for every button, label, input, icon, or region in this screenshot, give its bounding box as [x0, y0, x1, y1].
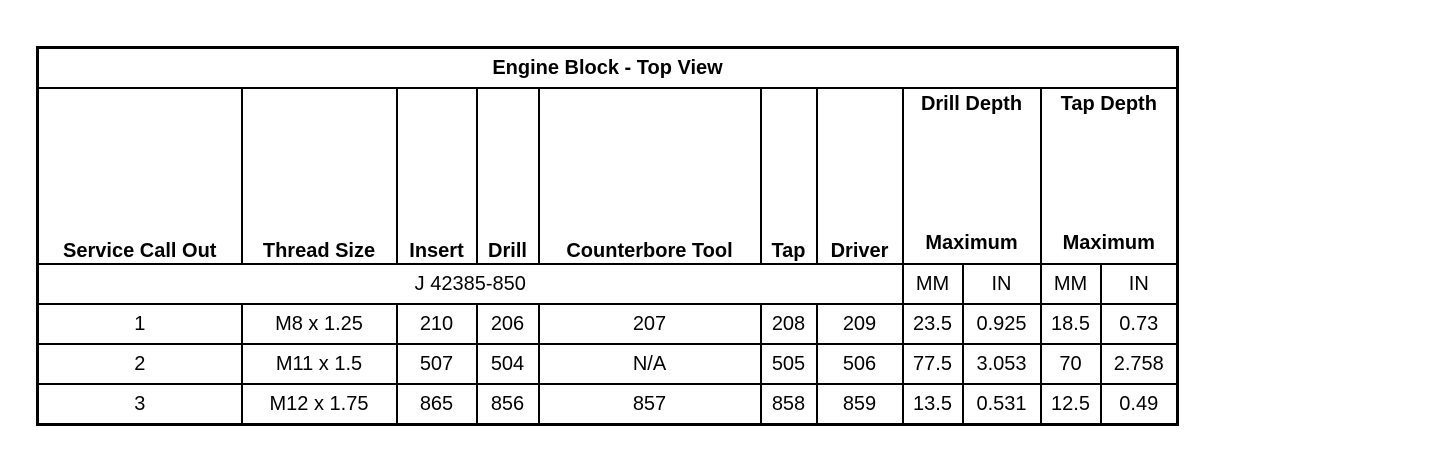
- cell-counterbore-tool: 857: [539, 384, 761, 425]
- cell-tap-depth-in: 2.758: [1101, 344, 1178, 384]
- table-row: [38, 344, 1178, 384]
- cell-call-out: 2: [38, 344, 242, 384]
- cell-drill-depth-mm: 13.5: [903, 384, 963, 425]
- engine-block-spec-table: [36, 46, 1179, 426]
- unit-tap-mm: MM: [1041, 264, 1101, 304]
- cell-tap-depth-in: 0.73: [1101, 304, 1178, 344]
- cell-drill-depth-in: 0.531: [963, 384, 1041, 425]
- header-tap-depth: [1041, 88, 1178, 264]
- cell-thread-size: M8 x 1.25: [242, 304, 397, 344]
- cell-call-out: 3: [38, 384, 242, 425]
- header-insert: Insert: [397, 88, 477, 264]
- cell-drill-depth-in: 0.925: [963, 304, 1041, 344]
- header-drill-depth: [903, 88, 1041, 264]
- unit-drill-mm: MM: [903, 264, 963, 304]
- cell-tap-depth-in: 0.49: [1101, 384, 1178, 425]
- cell-driver: 209: [817, 304, 903, 344]
- cell-insert: 507: [397, 344, 477, 384]
- unit-drill-in: IN: [963, 264, 1041, 304]
- header-service-call-out: Service Call Out: [38, 88, 242, 264]
- cell-tap-depth-mm: 12.5: [1041, 384, 1101, 425]
- cell-drill: 206: [477, 304, 539, 344]
- cell-insert: 865: [397, 384, 477, 425]
- unit-tap-in: IN: [1101, 264, 1178, 304]
- cell-counterbore-tool: 207: [539, 304, 761, 344]
- header-driver: Driver: [817, 88, 903, 264]
- header-drill-depth-label: Drill Depth: [920, 93, 1023, 115]
- cell-tap: 858: [761, 384, 817, 425]
- cell-drill-depth-mm: 77.5: [903, 344, 963, 384]
- header-counterbore-tool: Counterbore Tool: [539, 88, 761, 264]
- cell-insert: 210: [397, 304, 477, 344]
- cell-tap: 505: [761, 344, 817, 384]
- cell-driver: 859: [817, 384, 903, 425]
- cell-tap-depth-mm: 70: [1041, 344, 1101, 384]
- cell-tap-depth-mm: 18.5: [1041, 304, 1101, 344]
- cell-drill-depth-in: 3.053: [963, 344, 1041, 384]
- header-drill: Drill: [477, 88, 539, 264]
- header-tap: Tap: [761, 88, 817, 264]
- cell-driver: 506: [817, 344, 903, 384]
- header-tap-depth-label: Tap Depth: [1060, 93, 1157, 115]
- header-thread-size: Thread Size: [242, 88, 397, 264]
- table-row: [38, 384, 1178, 425]
- cell-tap: 208: [761, 304, 817, 344]
- cell-thread-size: M11 x 1.5: [242, 344, 397, 384]
- table-title: Engine Block - Top View: [38, 48, 1178, 89]
- header-tap-depth-maximum: Maximum: [1062, 232, 1155, 254]
- cell-drill: 856: [477, 384, 539, 425]
- cell-drill: 504: [477, 344, 539, 384]
- cell-drill-depth-mm: 23.5: [903, 304, 963, 344]
- header-drill-depth-maximum: Maximum: [925, 232, 1018, 254]
- table-row: [38, 304, 1178, 344]
- kit-label: J 42385-850: [38, 264, 903, 304]
- cell-thread-size: M12 x 1.75: [242, 384, 397, 425]
- cell-call-out: 1: [38, 304, 242, 344]
- cell-counterbore-tool: N/A: [539, 344, 761, 384]
